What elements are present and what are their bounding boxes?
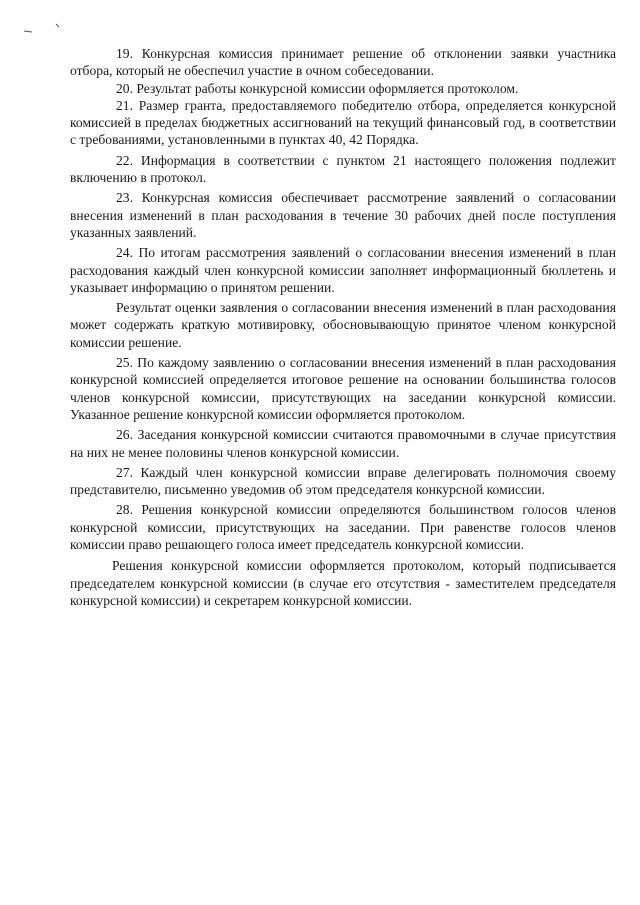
paragraph-27: 27. Каждый член конкурсной комиссии вправе делегировать полномочия своему представителю, письменно уведомив об этом председателя конкурсной комиссии. — [70, 464, 616, 498]
paragraph-22: 22. Информация в соответствии с пунктом 21 настоящего положения подлежит включению в протокол. — [70, 152, 616, 186]
paragraph-24-result: Результат оценки заявления о согласовании внесения изменений в план расходования может содержать краткую мотивировку, обосновывающую принятое членом конкурсной комиссии решение. — [70, 300, 616, 350]
scan-artifact-mark — [22, 22, 62, 34]
paragraph-24: 24. По итогам рассмотрения заявлений о согласовании внесения изменений в план расходования каждый член конкурсной комиссии заполняет информационный бюллетень и указывает информацию о принятом решении. — [70, 245, 616, 295]
document-page — [70, 45, 616, 609]
paragraph-21: 21. Размер гранта, предоставляемого победителю отбора, определяется конкурсной комиссией в пределах бюджетных ассигнований на текущий финансовый год, в соответствии с требованиями, установленными в пунктах 40, 42 Порядка. — [70, 97, 616, 148]
paragraph-19: 19. Конкурсная комиссия принимает решение об отклонении заявки участника отбора, который не обеспечил участие в очном собеседовании. — [70, 46, 616, 79]
paragraph-28: 28. Решения конкурсной комиссии определяются большинством голосов членов конкурсной комиссии, присутствующих на заседании. При равенстве голосов членов комиссии право решающего голоса имеет председатель конкурсной комиссии. — [70, 502, 616, 553]
paragraph-decisions-protocol: Решения конкурсной комиссии оформляется протоколом, который подписывается председателем конкурсной комиссии (в случае его отсутствия - заместителем председателя конкурсной комиссии) и секретарем конкурсной комиссии. — [70, 558, 616, 608]
paragraph-26: 26. Заседания конкурсной комиссии считаются правомочными в случае присутствия на них не менее половины членов конкурсной комиссии. — [70, 427, 616, 460]
paragraph-20: 20. Результат работы конкурсной комиссии оформляется протоколом. — [116, 80, 519, 96]
paragraph-23: 23. Конкурсная комиссия обеспечивает рассмотрение заявлений о согласовании внесения изменений в план расходования в течение 30 рабочих дней после поступления указанных заявлений. — [70, 190, 616, 240]
paragraph-25: 25. По каждому заявлению о согласовании внесения изменений в план расходования конкурсной комиссией определяется итоговое решение на основании большинства голосов членов конкурсной комиссии, присутствующих на заседании конкурсной комиссии. Указанное решение конкурсной комиссии оформляется протоколом. — [70, 355, 616, 422]
